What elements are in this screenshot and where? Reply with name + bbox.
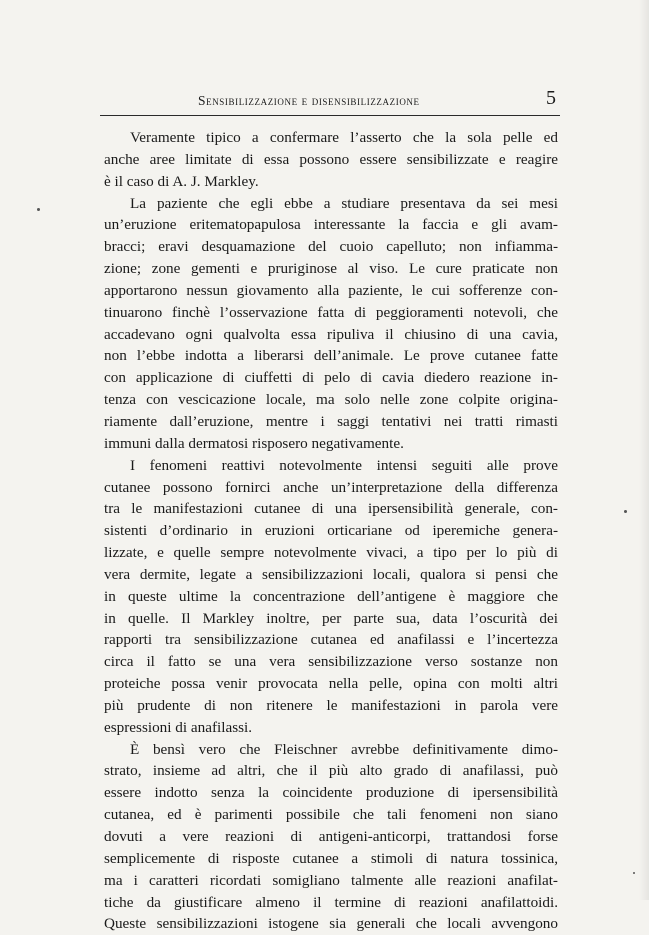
page-edge-shadow — [639, 0, 649, 900]
text-line: non l’ebbe indotta a liberarsi dell’animale. Le prove cutanee fatte — [104, 347, 558, 365]
text-line: essere indotto senza la coincidente produzione di ipersensibilità — [104, 784, 558, 802]
text-line: più prudente di non ritenere le manifestazioni in parola vere — [104, 696, 558, 714]
text-line: rapporti tra sensibilizzazione cutanea ed anafilassi e l’incertezza — [104, 631, 558, 649]
text-line: è il caso di A. J. Markley. — [104, 172, 259, 190]
paper-speck — [37, 208, 40, 211]
text-line: con applicazione di ciuffetti di pelo di cavia diedero reazione in- — [104, 369, 558, 387]
text-line: espressioni di anafilassi. — [104, 718, 253, 736]
page-number: 5 — [546, 87, 556, 109]
paper-speck — [633, 872, 635, 874]
text-line: riamente dall’eruzione, mentre i saggi tentativi nei tratti rimasti — [104, 412, 558, 430]
text-line: tiche da giustificare almeno il termine di reazioni anafilattoidi. — [104, 893, 558, 911]
text-line: immuni dalla dermatosi risposero negativamente. — [104, 434, 404, 452]
text-line: strato, insieme ad altri, che il più alto grado di anafilassi, può — [104, 762, 558, 780]
text-line: in queste ultime la concentrazione dell’antigene è maggiore che — [104, 587, 558, 605]
text-line: zione; zone gementi e pruriginose al viso. Le cure praticate non — [104, 260, 558, 278]
text-line: lizzate, e quelle sempre notevolmente vivaci, a tipo per lo più di — [104, 544, 558, 562]
text-line: bracci; eravi desquamazione del cuoio capelluto; non infiamma- — [104, 238, 558, 256]
page-header — [100, 86, 560, 116]
header-rule — [100, 115, 560, 116]
text-line: cutanee possono fornirci anche un’interpretazione della differenza — [104, 478, 558, 496]
text-line: tenza con vescicazione locale, ma solo nelle zone colpite origina- — [104, 391, 558, 409]
text-line: dovuti a vere reazioni di antigeni-anticorpi, trattandosi forse — [104, 828, 558, 845]
text-line: tinuarono finchè l’osservazione fatta di peggioramenti notevoli, che — [104, 303, 558, 321]
text-line: vera dermite, legate a sensibilizzazioni locali, qualora si pensi che — [104, 565, 558, 583]
text-line: Veramente tipico a confermare l’asserto che la sola pelle ed — [130, 129, 558, 146]
text-line: un’eruzione eritematopapulosa interessante la faccia e gli avam- — [104, 216, 558, 234]
text-line: I fenomeni reattivi notevolmente intensi seguiti alle prove — [130, 456, 558, 474]
text-line: in quelle. Il Markley inoltre, per parte sua, data l’oscurità dei — [104, 609, 558, 627]
text-line: semplicemente di risposte cutanee a stimoli di natura tossinica, — [104, 849, 558, 867]
running-title: Sensibilizzazione e disensibilizzazione — [198, 93, 420, 108]
text-line: circa il fatto se una vera sensibilizzazione verso sostanze non — [104, 653, 558, 671]
text-line: ma i caratteri ricordati somigliano talmente alle reazioni anafilat- — [104, 871, 558, 889]
text-line: È bensì vero che Fleischner avrebbe definitivamente dimo- — [130, 740, 558, 758]
text-line: cutanea, ed è parimenti possibile che tali fenomeni non siano — [104, 806, 558, 824]
body-text — [104, 127, 558, 935]
text-line: tra le manifestazioni cutanee di una ipersensibilità generale, con- — [104, 500, 558, 518]
text-line: anche aree limitate di essa possono essere sensibilizzate e reagire — [104, 150, 558, 168]
text-line: accadevano ogni qualvolta essa ripuliva il chiusino di una cavia, — [104, 325, 558, 343]
text-line: Queste sensibilizzazioni istogene sia generali che locali avvengono — [104, 915, 558, 933]
text-line: proteiche possa venir provocata nella pelle, opina con molti altri — [104, 675, 558, 693]
text-line: sistenti d’ordinario in eruzioni orticariane od iperemiche genera- — [104, 522, 558, 540]
paper-speck — [624, 510, 627, 513]
text-line: La paziente che egli ebbe a studiare presentava da sei mesi — [130, 194, 558, 212]
text-line: apportarono nessun giovamento alla paziente, le cui sofferenze con- — [104, 281, 558, 299]
